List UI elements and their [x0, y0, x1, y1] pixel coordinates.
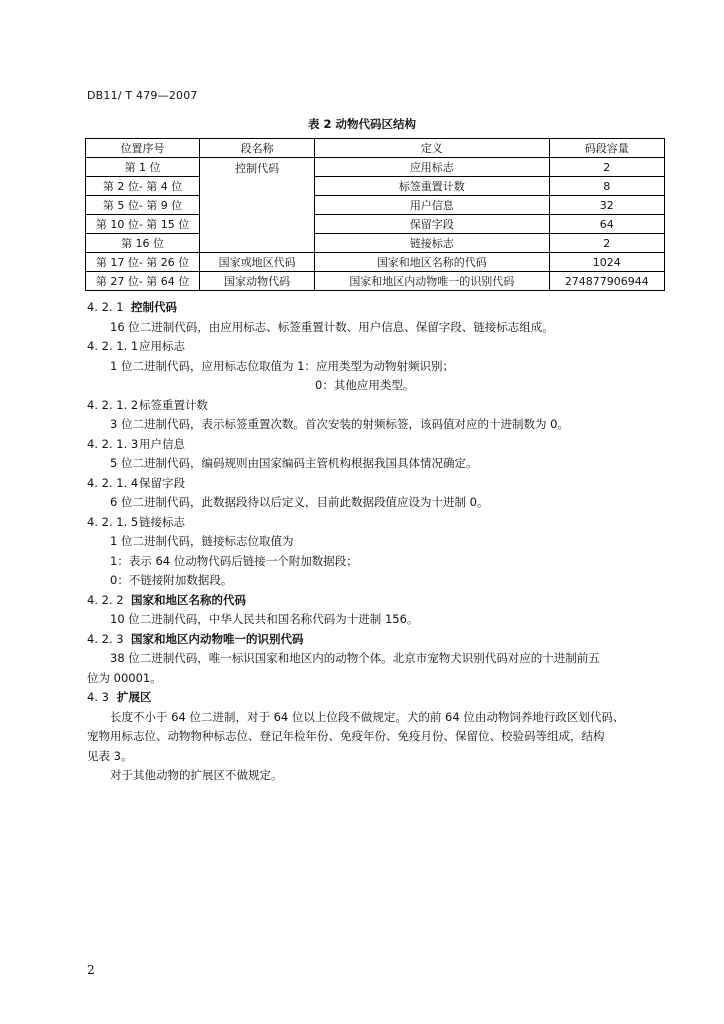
- position-cell: 第 5 位- 第 9 位: [86, 196, 200, 215]
- table-row: [86, 272, 665, 291]
- section-number: 4. 2. 2: [87, 592, 124, 607]
- definition-cell: 国家和地区名称的代码: [315, 253, 550, 272]
- capacity-cell: 2: [549, 234, 664, 253]
- segment-cell: 国家动物代码: [200, 272, 315, 291]
- position-cell: 第 1 位: [86, 158, 200, 177]
- position-cell: 第 17 位- 第 26 位: [86, 253, 200, 272]
- section-heading-4-2-2: [87, 591, 659, 611]
- paragraph: 长度不小于 64 位二进制，对于 64 位以上位段不做规定。犬的前 64 位由动物饲养地行政区划代码、: [110, 709, 625, 724]
- section-number: 4. 2. 1. 2: [87, 397, 139, 412]
- section-number: 4. 2. 1. 5: [87, 514, 139, 529]
- section-title: 链接标志: [139, 514, 185, 529]
- section-title: 控制代码: [131, 300, 177, 314]
- paragraph: 1 位二进制代码，链接标志位取值为: [110, 534, 294, 548]
- definition-cell: 链接标志: [315, 234, 550, 253]
- paragraph: 3 位二进制代码，表示标签重置次数。首次安装的射频标签，该码值对应的十进制数为 0。: [110, 417, 569, 431]
- segment-cell: 控制代码: [200, 158, 315, 253]
- paragraph-continuation: 位为 00001。: [87, 670, 162, 685]
- section-heading-4-2-1-1: [87, 337, 659, 357]
- definition-cell: 保留字段: [315, 215, 550, 234]
- capacity-cell: 32: [549, 196, 664, 215]
- table-row: [86, 177, 665, 196]
- table-row: [86, 158, 665, 177]
- animal-code-structure-table: [85, 138, 665, 291]
- section-title: 标签重置计数: [139, 397, 208, 412]
- section-heading-4-2-3: [87, 630, 659, 650]
- standard-code-header: DB11/ T 479—2007: [87, 89, 198, 102]
- table-caption: 表 2 动物代码区结构: [307, 117, 416, 131]
- paragraph: 0：其他应用类型。: [315, 378, 415, 392]
- section-number: 4. 2. 1. 3: [87, 436, 139, 451]
- capacity-cell: 1024: [549, 253, 664, 272]
- section-title: 国家和地区名称的代码: [131, 592, 246, 607]
- section-title: 应用标志: [139, 339, 185, 353]
- section-heading-4-2-1-3: [87, 435, 659, 455]
- section-heading-4-2-1-2: [87, 396, 659, 416]
- definition-cell: 应用标志: [315, 158, 550, 177]
- table-header-row: [86, 139, 665, 158]
- section-number: 4. 2. 3: [87, 631, 124, 646]
- table-row: [86, 196, 665, 215]
- paragraph: 5 位二进制代码，编码规则由国家编码主管机构根据我国具体情况确定。: [110, 456, 478, 470]
- section-number: 4. 2. 1. 1: [87, 339, 139, 353]
- paragraph-continuation: 宠物用标志位、动物物种标志位、登记年检年份、免疫年份、免疫月份、保留位、校验码等组成，结构: [87, 729, 605, 743]
- section-heading-4-2-1-4: [87, 474, 659, 494]
- paragraph: 对于其他动物的扩展区不做规定。: [110, 768, 283, 782]
- definition-cell: 标签重置计数: [315, 177, 550, 196]
- capacity-cell: 64: [549, 215, 664, 234]
- capacity-cell: 2: [549, 158, 664, 177]
- section-number: 4. 2. 1. 4: [87, 475, 139, 490]
- position-cell: 第 16 位: [86, 234, 200, 253]
- section-heading-4-3: [87, 688, 659, 708]
- section-heading-4-2-1: [87, 298, 659, 318]
- section-title: 保留字段: [139, 475, 185, 490]
- section-title: 扩展区: [117, 690, 152, 704]
- section-title: 国家和地区内动物唯一的识别代码: [131, 631, 304, 646]
- definition-cell: 国家和地区内动物唯一的识别代码: [315, 272, 550, 291]
- paragraph: 1：表示 64 位动物代码后链接一个附加数据段；: [110, 553, 358, 568]
- page-number: 2: [87, 963, 95, 977]
- section-number: 4. 2. 1: [87, 300, 124, 314]
- paragraph: 38 位二进制代码，唯一标识国家和地区内的动物个体。北京市宠物犬识别代码对应的十进制前五: [110, 651, 600, 665]
- table-row: [86, 215, 665, 234]
- definition-cell: 用户信息: [315, 196, 550, 215]
- capacity-cell: 8: [549, 177, 664, 196]
- paragraph: 16 位二进制代码，由应用标志、标签重置计数、用户信息、保留字段、链接标志组成。: [110, 319, 554, 334]
- section-title: 用户信息: [139, 436, 185, 451]
- paragraph-continuation: 见表 3。: [87, 748, 133, 763]
- column-header: 段名称: [200, 139, 315, 158]
- column-header: 定义: [315, 139, 550, 158]
- capacity-cell: 274877906944: [549, 272, 664, 291]
- paragraph: 10 位二进制代码，中华人民共和国名称代码为十进制 156。: [110, 612, 419, 626]
- paragraph: 0：不链接附加数据段。: [110, 573, 233, 587]
- position-cell: 第 27 位- 第 64 位: [86, 272, 200, 291]
- segment-cell: 国家或地区代码: [200, 253, 315, 272]
- table-row: [86, 234, 665, 253]
- column-header: 位置序号: [86, 139, 200, 158]
- position-cell: 第 10 位- 第 15 位: [86, 215, 200, 234]
- document-body: [87, 298, 659, 786]
- paragraph: 6 位二进制代码，此数据段待以后定义，目前此数据段值应设为十进制 0。: [110, 495, 489, 509]
- section-heading-4-2-1-5: [87, 513, 659, 533]
- section-number: 4. 3: [87, 690, 109, 704]
- column-header: 码段容量: [549, 139, 664, 158]
- paragraph: 1 位二进制代码，应用标志位取值为 1：应用类型为动物射频识别；: [110, 358, 454, 373]
- table-row: [86, 253, 665, 272]
- position-cell: 第 2 位- 第 4 位: [86, 177, 200, 196]
